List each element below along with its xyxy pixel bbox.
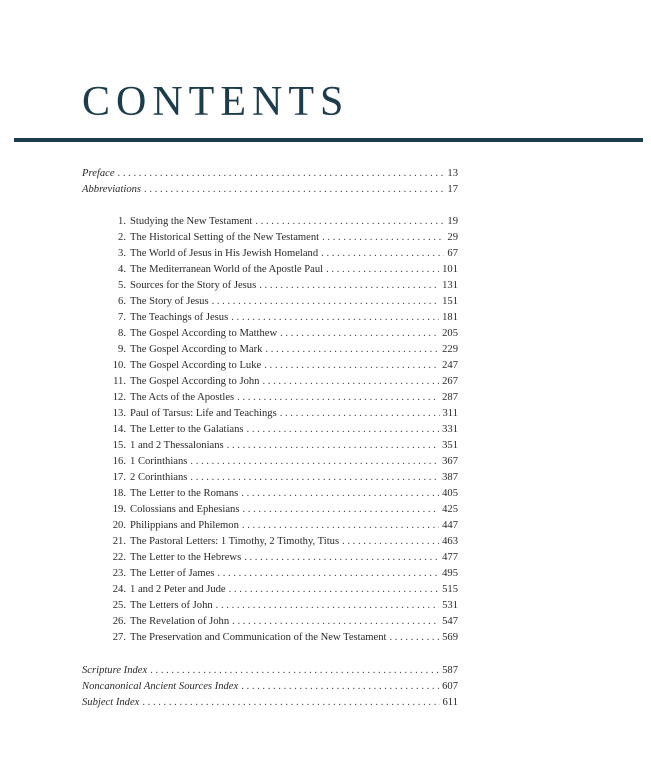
chapter-entry[interactable] bbox=[82, 230, 458, 246]
entry-title: The Letters of John bbox=[130, 600, 213, 611]
chapter-number: 5. bbox=[118, 280, 126, 291]
entry-title: The Letter to the Galatians bbox=[130, 424, 244, 435]
chapter-number: 1. bbox=[118, 216, 126, 227]
dot-leader bbox=[241, 486, 439, 502]
chapter-entry[interactable] bbox=[82, 630, 458, 646]
entry-title: 1 and 2 Peter and Jude bbox=[130, 584, 226, 595]
dot-leader bbox=[389, 630, 439, 646]
page-number: 29 bbox=[447, 232, 458, 243]
chapter-number: 18. bbox=[112, 488, 126, 499]
entry-title: The Teachings of Jesus bbox=[130, 312, 229, 323]
page-number: 447 bbox=[442, 520, 458, 531]
page-number: 229 bbox=[442, 344, 458, 355]
chapter-entry[interactable] bbox=[82, 454, 458, 470]
page-number: 181 bbox=[442, 312, 458, 323]
chapter-entry[interactable] bbox=[82, 278, 458, 294]
dot-leader bbox=[190, 470, 439, 486]
chapter-number: 10. bbox=[112, 360, 126, 371]
back-matter-entry[interactable] bbox=[82, 695, 458, 711]
chapter-entry[interactable] bbox=[82, 262, 458, 278]
page-number: 531 bbox=[442, 600, 458, 611]
entry-title: The Mediterranean World of the Apostle Paul bbox=[130, 264, 324, 275]
title-rule bbox=[14, 138, 643, 142]
chapter-number: 8. bbox=[118, 328, 126, 339]
dot-leader bbox=[217, 566, 439, 582]
dot-leader bbox=[118, 166, 445, 182]
page-number: 311 bbox=[442, 408, 458, 419]
dot-leader bbox=[216, 598, 439, 614]
chapter-number: 21. bbox=[112, 536, 126, 547]
chapter-number: 22. bbox=[112, 552, 126, 563]
entry-title: The Story of Jesus bbox=[130, 296, 209, 307]
entry-title: Subject Index bbox=[82, 697, 140, 708]
back-matter-entry[interactable] bbox=[82, 663, 458, 679]
dot-leader bbox=[262, 374, 439, 390]
chapter-number: 17. bbox=[112, 472, 126, 483]
chapter-entry[interactable] bbox=[82, 614, 458, 630]
entry-title: Scripture Index bbox=[82, 665, 148, 676]
page-number: 267 bbox=[442, 376, 458, 387]
dot-leader bbox=[150, 663, 439, 679]
page-number: 569 bbox=[442, 632, 458, 643]
dot-leader bbox=[227, 438, 439, 454]
chapter-entry[interactable] bbox=[82, 550, 458, 566]
dot-leader bbox=[242, 518, 439, 534]
front-matter-entry[interactable] bbox=[82, 182, 458, 198]
dot-leader bbox=[144, 182, 444, 198]
chapter-entry[interactable] bbox=[82, 502, 458, 518]
dot-leader bbox=[280, 326, 439, 342]
entry-title: The Letter to the Romans bbox=[130, 488, 239, 499]
page-number: 351 bbox=[442, 440, 458, 451]
chapter-number: 20. bbox=[112, 520, 126, 531]
chapter-entry[interactable] bbox=[82, 374, 458, 390]
entry-title: 1 Corinthians bbox=[130, 456, 188, 467]
page-number: 463 bbox=[442, 536, 458, 547]
entry-title: The Acts of the Apostles bbox=[130, 392, 235, 403]
chapter-entry[interactable] bbox=[82, 566, 458, 582]
chapter-entry[interactable] bbox=[82, 214, 458, 230]
dot-leader bbox=[322, 230, 444, 246]
chapter-entry[interactable] bbox=[82, 246, 458, 262]
chapter-list bbox=[82, 214, 458, 646]
page-number: 331 bbox=[442, 424, 458, 435]
dot-leader bbox=[247, 422, 440, 438]
dot-leader bbox=[190, 454, 439, 470]
page-number: 205 bbox=[442, 328, 458, 339]
page-number: 17 bbox=[447, 184, 458, 195]
chapter-number: 9. bbox=[118, 344, 126, 355]
chapter-entry[interactable] bbox=[82, 518, 458, 534]
chapter-entry[interactable] bbox=[82, 342, 458, 358]
page-number: 151 bbox=[442, 296, 458, 307]
dot-leader bbox=[231, 310, 439, 326]
entry-title: The Pastoral Letters: 1 Timothy, 2 Timothy, Titus bbox=[130, 536, 340, 547]
entry-title: 2 Corinthians bbox=[130, 472, 188, 483]
entry-title: The Gospel According to Matthew bbox=[130, 328, 278, 339]
entry-title: Noncanonical Ancient Sources Index bbox=[82, 681, 239, 692]
dot-leader bbox=[265, 342, 439, 358]
chapter-entry[interactable] bbox=[82, 358, 458, 374]
chapter-number: 15. bbox=[112, 440, 126, 451]
chapter-entry[interactable] bbox=[82, 470, 458, 486]
dot-leader bbox=[342, 534, 439, 550]
dot-leader bbox=[280, 406, 440, 422]
page-number: 387 bbox=[442, 472, 458, 483]
chapter-entry[interactable] bbox=[82, 390, 458, 406]
page-title: CONTENTS bbox=[82, 79, 350, 125]
dot-leader bbox=[326, 262, 439, 278]
chapter-number: 16. bbox=[112, 456, 126, 467]
chapter-entry[interactable] bbox=[82, 310, 458, 326]
front-matter-entry[interactable] bbox=[82, 166, 458, 182]
entry-title: The Gospel According to John bbox=[130, 376, 260, 387]
chapter-entry[interactable] bbox=[82, 406, 458, 422]
page-number: 19 bbox=[447, 216, 458, 227]
page-number: 287 bbox=[442, 392, 458, 403]
chapter-number: 6. bbox=[118, 296, 126, 307]
page-number: 405 bbox=[442, 488, 458, 499]
entry-title: Paul of Tarsus: Life and Teachings bbox=[130, 408, 277, 419]
back-matter-list bbox=[82, 663, 458, 711]
front-matter-list bbox=[82, 166, 458, 198]
chapter-entry[interactable] bbox=[82, 326, 458, 342]
entry-title: The Gospel According to Luke bbox=[130, 360, 262, 371]
entry-title: Philippians and Philemon bbox=[130, 520, 239, 531]
chapter-number: 4. bbox=[118, 264, 126, 275]
chapter-number: 12. bbox=[112, 392, 126, 403]
chapter-number: 23. bbox=[112, 568, 126, 579]
dot-leader bbox=[259, 278, 439, 294]
chapter-number: 13. bbox=[112, 408, 126, 419]
chapter-number: 25. bbox=[112, 600, 126, 611]
page-number: 477 bbox=[442, 552, 458, 563]
page-number: 587 bbox=[442, 665, 458, 676]
entry-title: The Preservation and Communication of the New Testament bbox=[130, 632, 387, 643]
dot-leader bbox=[142, 695, 439, 711]
page-number: 547 bbox=[442, 616, 458, 627]
page-number: 101 bbox=[442, 264, 458, 275]
entry-title: The Gospel According to Mark bbox=[130, 344, 263, 355]
dot-leader bbox=[321, 246, 444, 262]
chapter-entry[interactable] bbox=[82, 294, 458, 310]
entry-title: The Letter to the Hebrews bbox=[130, 552, 242, 563]
dot-leader bbox=[237, 390, 439, 406]
chapter-number: 3. bbox=[118, 248, 126, 259]
chapter-number: 11. bbox=[113, 376, 126, 387]
dot-leader bbox=[242, 502, 439, 518]
page-number: 367 bbox=[442, 456, 458, 467]
chapter-entry[interactable] bbox=[82, 438, 458, 454]
chapter-entry[interactable] bbox=[82, 582, 458, 598]
dot-leader bbox=[241, 679, 439, 695]
entry-title: Abbreviations bbox=[82, 184, 142, 195]
entry-title: The Letter of James bbox=[130, 568, 215, 579]
chapter-number: 2. bbox=[118, 232, 126, 243]
entry-title: Studying the New Testament bbox=[130, 216, 253, 227]
entry-title: 1 and 2 Thessalonians bbox=[130, 440, 224, 451]
chapter-entry[interactable] bbox=[82, 534, 458, 550]
page-number: 425 bbox=[442, 504, 458, 515]
page-number: 67 bbox=[447, 248, 458, 259]
dot-leader bbox=[255, 214, 444, 230]
dot-leader bbox=[264, 358, 439, 374]
chapter-entry[interactable] bbox=[82, 422, 458, 438]
chapter-number: 26. bbox=[112, 616, 126, 627]
entry-title: Preface bbox=[82, 168, 115, 179]
page-number: 13 bbox=[447, 168, 458, 179]
entry-title: Sources for the Story of Jesus bbox=[130, 280, 257, 291]
dot-leader bbox=[244, 550, 439, 566]
entry-title: The World of Jesus in His Jewish Homeland bbox=[130, 248, 319, 259]
chapter-number: 19. bbox=[112, 504, 126, 515]
page-number: 131 bbox=[442, 280, 458, 291]
chapter-number: 14. bbox=[112, 424, 126, 435]
page-number: 495 bbox=[442, 568, 458, 579]
dot-leader bbox=[229, 582, 439, 598]
page-number: 607 bbox=[442, 681, 458, 692]
chapter-number: 24. bbox=[112, 584, 126, 595]
dot-leader bbox=[212, 294, 440, 310]
page-number: 515 bbox=[442, 584, 458, 595]
dot-leader bbox=[232, 614, 439, 630]
chapter-entry[interactable] bbox=[82, 486, 458, 502]
chapter-entry[interactable] bbox=[82, 598, 458, 614]
page-number: 247 bbox=[442, 360, 458, 371]
entry-title: The Revelation of John bbox=[130, 616, 230, 627]
back-matter-entry[interactable] bbox=[82, 679, 458, 695]
chapter-number: 27. bbox=[112, 632, 126, 643]
page-number: 611 bbox=[442, 697, 458, 708]
chapter-number: 7. bbox=[118, 312, 126, 323]
entry-title: Colossians and Ephesians bbox=[130, 504, 240, 515]
entry-title: The Historical Setting of the New Testament bbox=[130, 232, 320, 243]
